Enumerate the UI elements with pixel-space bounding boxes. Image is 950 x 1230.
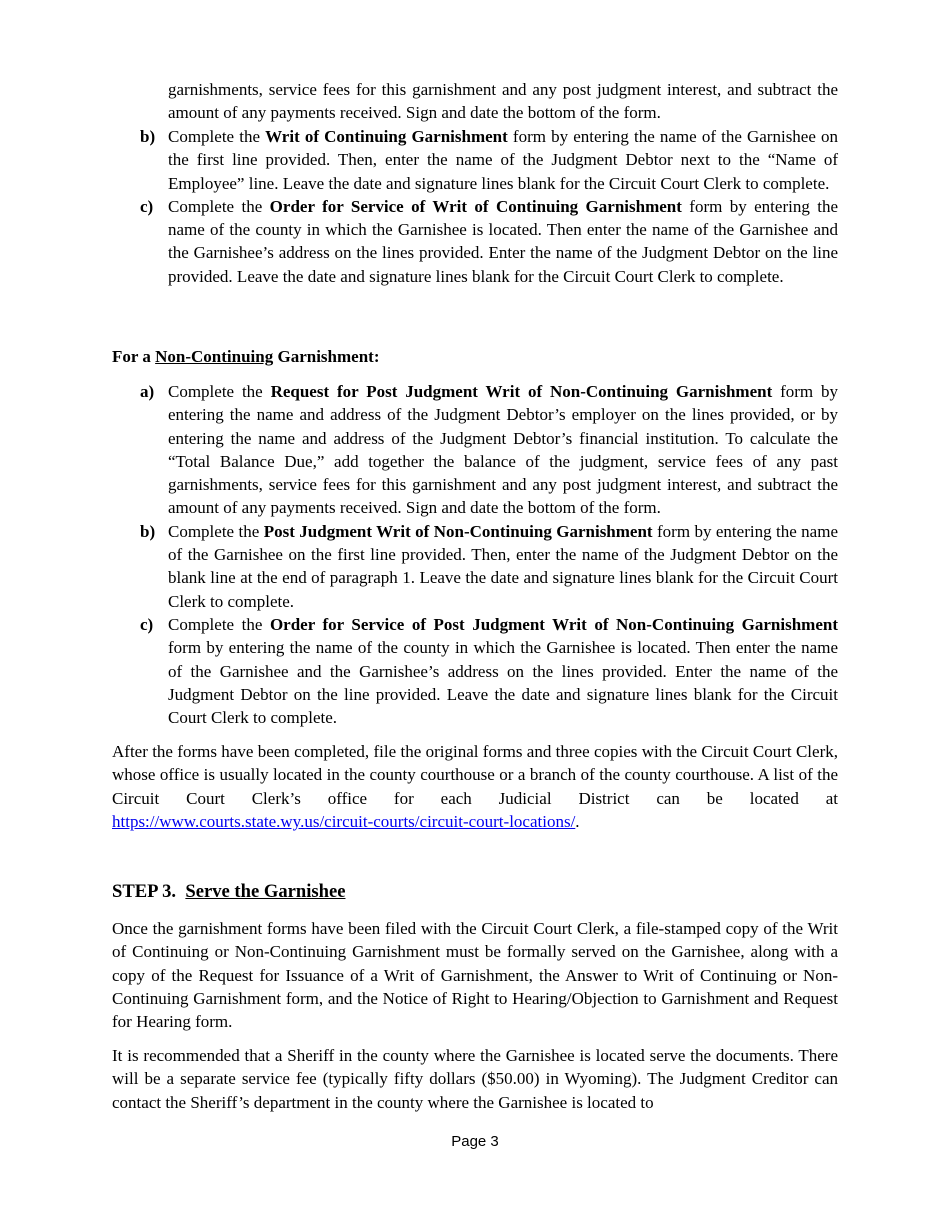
continuing-item-a-tail	[112, 78, 838, 125]
item-text-post: form by entering the name of the Garnishee on the first line provided. Then, enter the name of the Judgment Debtor on the blank line at the end of paragraph 1. Leave the date and signature lines blank for the Circuit Court Clerk to complete.	[168, 521, 838, 611]
continuing-list	[112, 125, 838, 288]
item-text-post: form by entering the name of the county in which the Garnishee is located. Then enter the name of the Garnishee and the Garnishee’s address on the lines provided. Enter the name of the Judgment Debtor on the line provided. Leave the date and signature lines blank for the Circuit Court Clerk to complete.	[168, 638, 838, 728]
heading-underlined: Non-Continuing	[155, 347, 274, 366]
list-marker: c)	[140, 614, 154, 634]
item-text-pre: Complete the	[168, 521, 264, 541]
list-marker: a)	[140, 382, 155, 401]
form-name: Post Judgment Writ of Non-Continuing Garnishment	[263, 521, 653, 541]
item-text-pre: Complete the	[168, 382, 271, 401]
step3-title: Serve the Garnishee	[185, 881, 346, 902]
noncontinuing-item-c	[112, 613, 838, 729]
noncontinuing-item-a	[112, 380, 838, 520]
step3-heading	[112, 880, 838, 903]
step3-label: STEP 3.	[112, 881, 177, 902]
item-text-pre: Complete the	[168, 614, 270, 634]
form-name: Order for Service of Post Judgment Writ of Non-Continuing Garnishment	[269, 614, 839, 634]
list-marker: c)	[140, 196, 154, 216]
noncontinuing-item-b	[112, 520, 838, 613]
page-number: Page 3	[451, 1133, 499, 1150]
list-marker: b)	[140, 521, 156, 541]
form-name: Order for Service of Writ of Continuing Garnishment	[269, 196, 682, 216]
heading-post: Garnishment:	[273, 347, 380, 366]
form-name: Writ of Continuing Garnishment	[265, 127, 508, 146]
paragraph-text: Once the garnishment forms have been filed with the Circuit Court Clerk, a file-stamped copy of the Writ of Continuing or Non-Continuing Garnishment must be formally served on the Garnishee, along with a copy of the Request for Issuance of a Writ of Garnishment, the Answer to Writ of Continuing or Non-Continuing Garnishment form, and the Notice of Right to Hearing/Objection to Garnishment and Request for Hearing form.	[112, 919, 838, 1032]
filing-paragraph	[112, 740, 838, 833]
continuing-item-b	[112, 125, 838, 195]
circuit-court-locations-link[interactable]: https://www.courts.state.wy.us/circuit-courts/circuit-court-locations/	[112, 811, 576, 831]
paragraph-text: It is recommended that a Sheriff in the county where the Garnishee is located serve the documents. There will be a separate service fee (typically fifty dollars ($50.00) in Wyoming). The Judgment Creditor can contact the Sheriff’s department in the county where the Garnishee is located to	[112, 1046, 838, 1112]
noncontinuing-list	[112, 380, 838, 729]
noncontinuing-heading	[112, 345, 838, 368]
filing-body: After the forms have been completed, file the original forms and three copies with the Circuit Court Clerk, whose office is usually located in the county courthouse or a branch of the county courthouse. A list of the Circuit Court Clerk’s office for each Judicial District can be located at	[112, 742, 838, 808]
continuing-item-c	[112, 195, 838, 288]
step3-paragraph-2	[112, 1044, 838, 1114]
heading-pre: For a	[112, 347, 156, 366]
filing-text	[112, 740, 838, 833]
filing-period: .	[575, 811, 580, 831]
item-text-post: form by entering the name of the county in which the Garnishee is located. Then enter the name of the Garnishee and the Garnishee’s address on the lines provided. Enter the name of the Judgment Debtor on the line provided. Leave the date and signature lines blank for the Circuit Court Clerk to complete.	[168, 196, 839, 286]
item-text-post: form by entering the name and address of the Judgment Debtor’s employer on the lines provided, or by entering the name and address of the Judgment Debtor’s financial institution. To calculate the “Total Balance Due,” add together the balance of the judgment, service fees of any past garnishments, service fees for this garnishment and any post judgment interest, and subtract the amount of any payments received. Sign and date the bottom of the form.	[168, 382, 838, 518]
item-text-pre: Complete the	[168, 127, 266, 146]
item-text-post: form by entering the name of the Garnishee on the first line provided. Then, enter the name of the Judgment Debtor next to the “Name of Employee” line. Leave the date and signature lines blank for the Circuit Court Clerk to complete.	[168, 127, 839, 193]
continuing-item-a-tail-text: garnishments, service fees for this garnishment and any post judgment interest, and subtract the amount of any payments received. Sign and date the bottom of the form.	[168, 80, 838, 123]
list-marker: b)	[140, 127, 156, 146]
step3-paragraph-1	[112, 917, 838, 1033]
form-name: Request for Post Judgment Writ of Non-Continuing Garnishment	[270, 382, 773, 401]
item-text-pre: Complete the	[168, 196, 270, 216]
